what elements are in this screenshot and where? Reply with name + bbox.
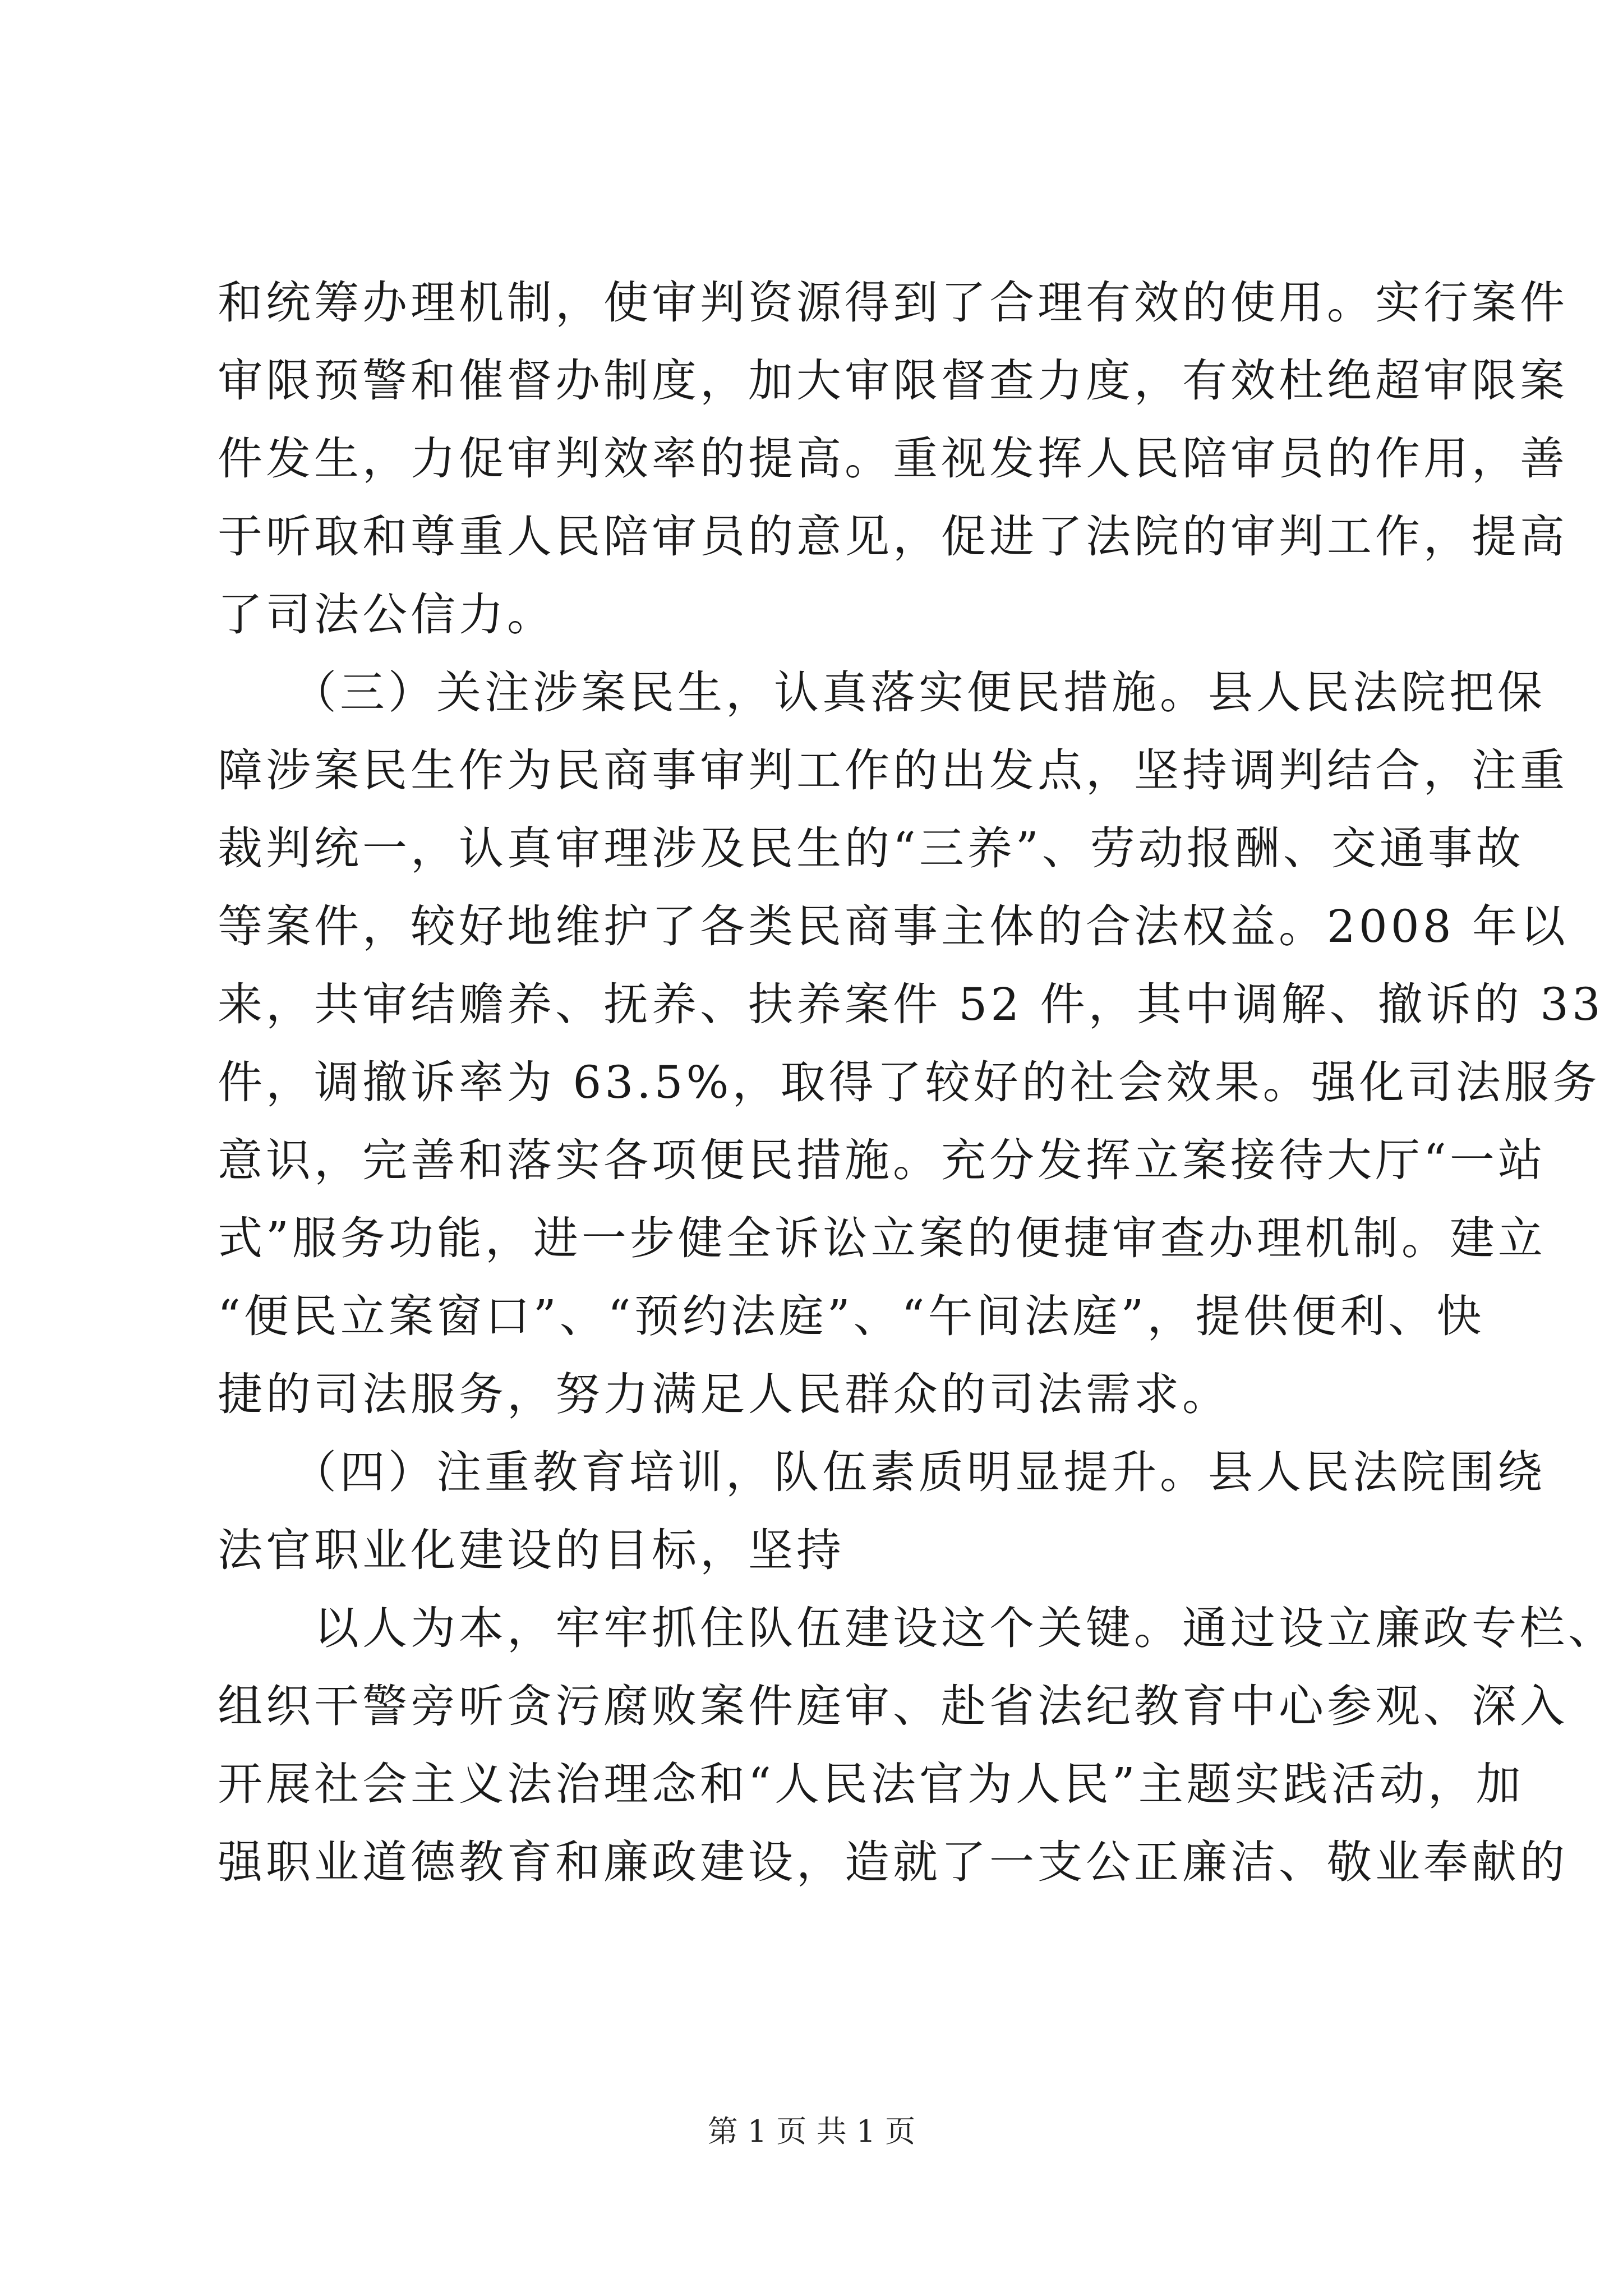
page-number-footer: 第 1 页 共 1 页 bbox=[707, 2114, 916, 2149]
text-line: 裁判统一，认真审理涉及民生的“三养”、劳动报酬、交通事故 bbox=[218, 822, 1524, 875]
text-line: 开展社会主义法治理念和“人民法官为人民”主题实践活动，加 bbox=[218, 1758, 1524, 1810]
text-line: 捷的司法服务，努力满足人民群众的司法需求。 bbox=[218, 1368, 1230, 1420]
text-line: 强职业道德教育和廉政建设，造就了一支公正廉洁、敬业奉献的 bbox=[218, 1836, 1568, 1888]
text-line: 来，共审结赡养、抚养、扶养案件 52 件，其中调解、撤诉的 33 bbox=[218, 978, 1604, 1030]
text-line: 法官职业化建设的目标，坚持 bbox=[218, 1524, 845, 1576]
text-line: 式”服务功能，进一步健全诉讼立案的便捷审查办理机制。建立 bbox=[218, 1212, 1546, 1264]
text-line: 以人为本，牢牢抓住队伍建设这个关键。通过设立廉政专栏、 bbox=[218, 1602, 1616, 1654]
text-line: 组织干警旁听贪污腐败案件庭审、赴省法纪教育中心参观、深入 bbox=[218, 1680, 1568, 1732]
text-line: 等案件，较好地维护了各类民商事主体的合法权益。2008 年以 bbox=[218, 900, 1569, 953]
text-line: 和统筹办理机制，使审判资源得到了合理有效的使用。实行案件 bbox=[218, 277, 1568, 329]
text-line: 障涉案民生作为民商事审判工作的出发点，坚持调判结合，注重 bbox=[218, 744, 1568, 797]
text-line: 意识，完善和落实各项便民措施。充分发挥立案接待大厅“一站 bbox=[218, 1134, 1546, 1186]
text-line: 件，调撤诉率为 63.5%，取得了较好的社会效果。强化司法服务 bbox=[218, 1056, 1601, 1108]
text-line: 了司法公信力。 bbox=[218, 588, 555, 641]
document-body bbox=[218, 264, 1616, 1901]
text-line: （四）注重教育培训，队伍素质明显提升。县人民法院围绕 bbox=[218, 1446, 1546, 1498]
text-line: 件发生，力促审判效率的提高。重视发挥人民陪审员的作用，善 bbox=[218, 432, 1568, 485]
text-line: 于听取和尊重人民陪审员的意见，促进了法院的审判工作，提高 bbox=[218, 510, 1568, 563]
text-line: （三）关注涉案民生，认真落实便民措施。县人民法院把保 bbox=[218, 666, 1546, 719]
text-line: 审限预警和催督办制度，加大审限督查力度，有效杜绝超审限案 bbox=[218, 355, 1568, 407]
text-line: “便民立案窗口”、“预约法庭”、“午间法庭”，提供便利、快 bbox=[218, 1290, 1485, 1342]
